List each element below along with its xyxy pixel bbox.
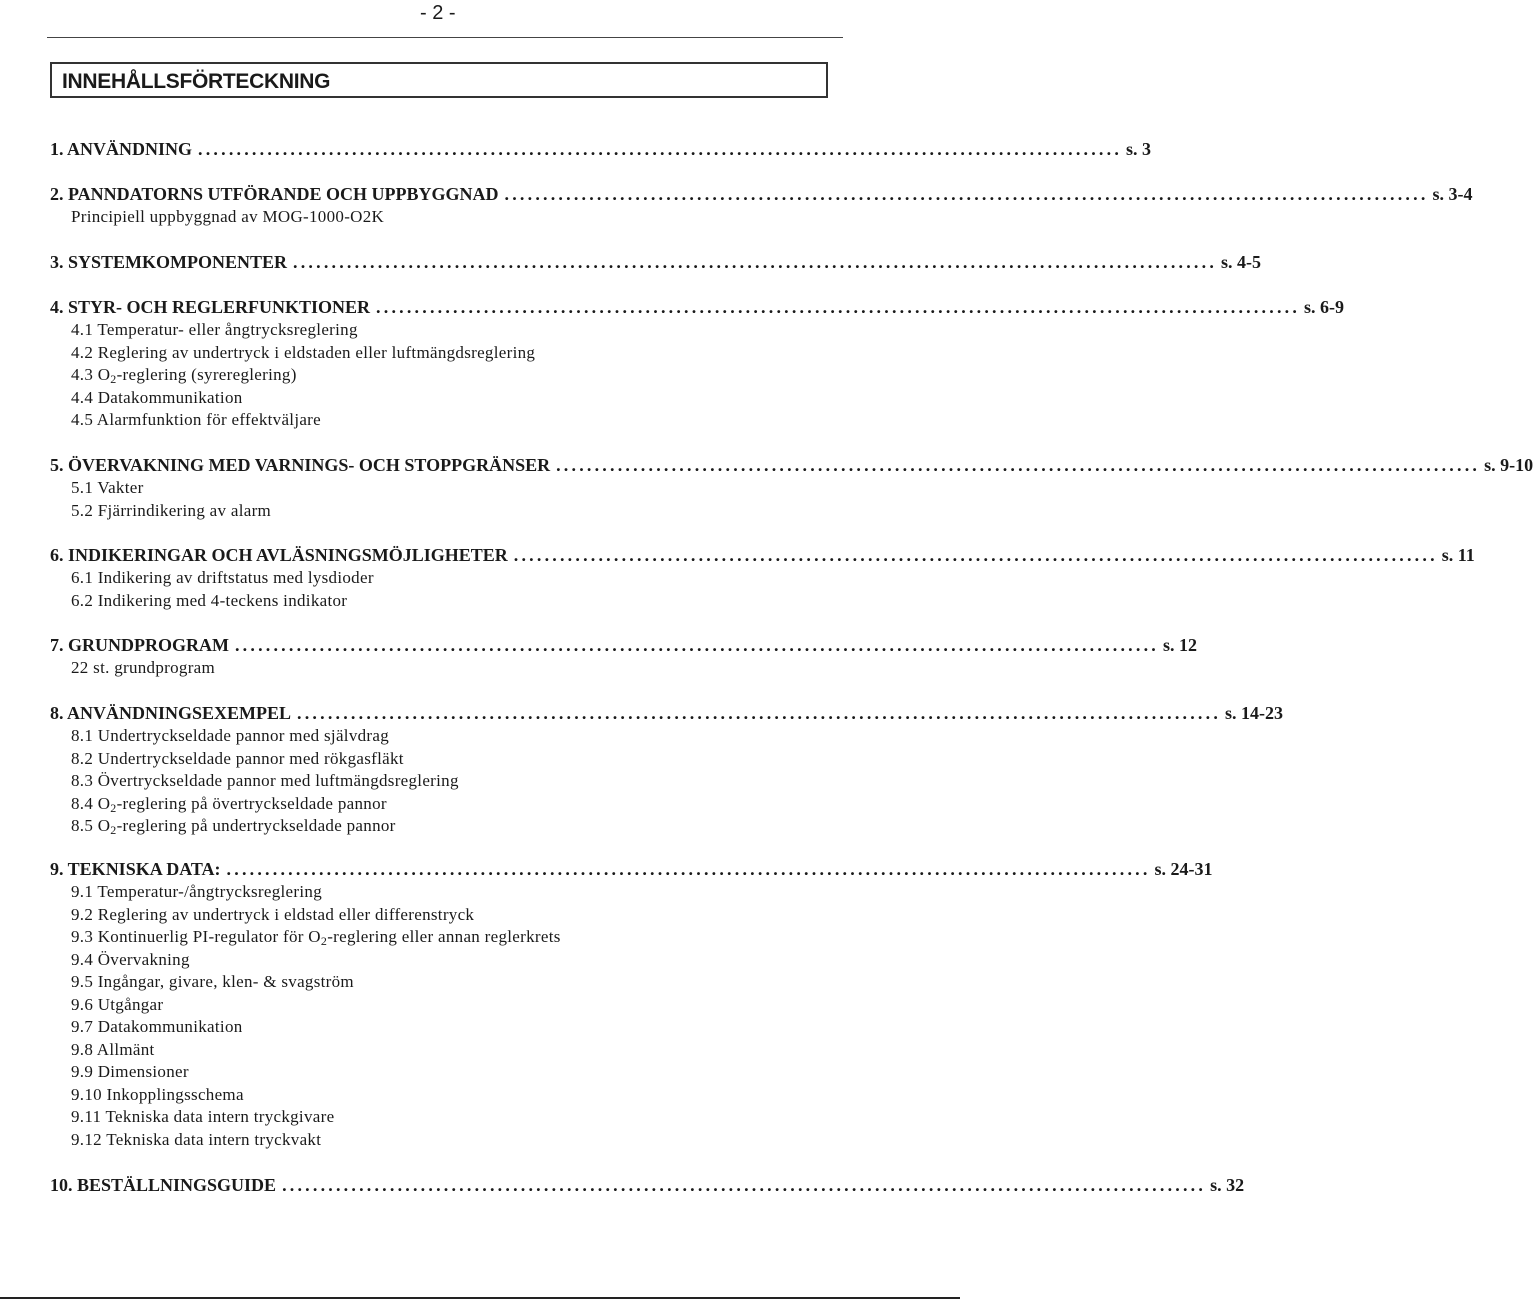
toc-heading-label: 2. PANNDATORNS UTFÖRANDE OCH UPPBYGGNAD (50, 184, 499, 204)
toc-page-ref: s. 11 (1441, 545, 1475, 565)
title-box (50, 62, 828, 98)
toc-subitem: 9.3 Kontinuerlig PI-regulator för $O_2$-reglering eller annan reglerkrets (71, 927, 561, 948)
toc-page-ref: s. 6-9 (1304, 297, 1345, 317)
toc-heading (50, 634, 1197, 656)
toc-subitem: 4.3 $O_2$-reglering (syrereglering) (71, 365, 297, 386)
toc-heading-label: 8. ANVÄNDNINGSEXEMPEL (50, 703, 292, 723)
toc-subitem: 5.2 Fjärrindikering av alarm (71, 500, 272, 520)
toc-heading (50, 1174, 1245, 1196)
toc-subitem: 9.12 Tekniska data intern tryckvakt (71, 1129, 322, 1149)
toc-subitem: 22 st. grundprogram (71, 658, 216, 677)
toc-subitem: 9.8 Allmänt (71, 1039, 155, 1059)
toc-subitem: 4.4 Datakommunikation (71, 387, 243, 407)
toc-subitem: 8.3 Övertryckseldade pannor med luftmängdsreglering (71, 771, 459, 790)
toc-heading (50, 544, 1475, 566)
toc-page-ref: s. 32 (1210, 1175, 1245, 1195)
toc-subitem: 9.11 Tekniska data intern tryckgivare (71, 1107, 335, 1126)
toc-heading-label: 10. BESTÄLLNINGSGUIDE (50, 1175, 277, 1195)
toc-subitem: Principiell uppbyggnad av MOG-1000-O2K (71, 207, 385, 226)
toc-heading (50, 183, 1473, 205)
toc-page-ref: s. 3-4 (1432, 184, 1473, 204)
toc-page-ref: s. 9-10 (1484, 455, 1533, 475)
toc-heading (50, 251, 1262, 273)
toc-subitem: 9.4 Övervakning (71, 949, 190, 969)
toc-page-ref: s. 14-23 (1225, 703, 1284, 723)
toc-subitem: 8.5 $O_2$-reglering på undertryckseldade pannor (71, 816, 396, 837)
toc-heading-label: 1. ANVÄNDNING (50, 139, 193, 159)
page-number: - 2 - (420, 2, 456, 24)
toc-leader-dots: ........................................................................................................................ (556, 455, 1481, 475)
toc-subitem: 8.1 Undertryckseldade pannor med självdrag (71, 726, 390, 745)
toc-leader-dots: ........................................................................................................................ (226, 859, 1151, 879)
toc-subitem: 9.1 Temperatur-/ångtrycksreglering (71, 882, 322, 901)
toc-page-ref: s. 3 (1126, 139, 1152, 159)
toc-leader-dots: ........................................................................................................................ (513, 545, 1438, 565)
toc-leader-dots: ........................................................................................................................ (297, 703, 1222, 723)
toc-heading-label: 3. SYSTEMKOMPONENTER (50, 252, 288, 272)
toc-page-ref: s. 12 (1162, 635, 1197, 655)
toc-heading-label: 5. ÖVERVAKNING MED VARNINGS- OCH STOPPGRÄNSER (50, 455, 551, 475)
toc-subitem: 9.2 Reglering av undertryck i eldstad eller differenstryck (71, 904, 475, 924)
bottom-rule (0, 1297, 960, 1299)
toc-subitem: 9.10 Inkopplingsschema (71, 1084, 244, 1104)
toc-subitem: 9.7 Datakommunikation (71, 1017, 243, 1036)
toc-leader-dots: ........................................................................................................................ (234, 635, 1159, 655)
toc-leader-dots: ........................................................................................................................ (198, 139, 1123, 159)
toc-subitem: 6.2 Indikering med 4-teckens indikator (71, 590, 348, 610)
toc-subitem: 9.6 Utgångar (71, 994, 164, 1014)
toc-subitem: 8.2 Undertryckseldade pannor med rökgasfläkt (71, 748, 404, 768)
toc-leader-dots: ........................................................................................................................ (282, 1175, 1207, 1195)
toc-leader-dots: ........................................................................................................................ (376, 297, 1301, 317)
toc-subitem: 4.1 Temperatur- eller ångtrycksreglering (71, 320, 358, 339)
toc-heading (50, 296, 1345, 318)
toc-heading (50, 454, 1533, 476)
toc-heading (50, 858, 1213, 880)
toc-heading-label: 9. TEKNISKA DATA: (50, 859, 221, 879)
toc-subitem: 5.1 Vakter (71, 478, 144, 497)
toc-subitem: 9.5 Ingångar, givare, klen- & svagström (71, 972, 354, 991)
page-title: INNEHÅLLSFÖRTECKNING (62, 70, 331, 93)
toc-subitem: 8.4 $O_2$-reglering på övertryckseldade pannor (71, 793, 387, 815)
toc-heading-label: 6. INDIKERINGAR OCH AVLÄSNINGSMÖJLIGHETER (50, 545, 508, 565)
toc-page-ref: s. 4-5 (1221, 252, 1262, 272)
toc-heading (50, 702, 1284, 724)
toc-subitem: 9.9 Dimensioner (71, 1062, 189, 1081)
toc-subitem: 4.5 Alarmfunktion för effektväljare (71, 410, 321, 429)
toc-subitem: 4.2 Reglering av undertryck i eldstaden eller luftmängdsreglering (71, 342, 536, 362)
toc-heading (50, 138, 1152, 160)
toc-heading-label: 7. GRUNDPROGRAM (50, 635, 229, 655)
toc-heading-label: 4. STYR- OCH REGLERFUNKTIONER (50, 297, 371, 317)
toc-page-ref: s. 24-31 (1154, 859, 1213, 879)
toc-subitem: 6.1 Indikering av driftstatus med lysdioder (71, 568, 374, 587)
top-rule (47, 37, 843, 38)
toc-leader-dots: ........................................................................................................................ (504, 184, 1429, 204)
toc-leader-dots: ........................................................................................................................ (293, 252, 1218, 272)
